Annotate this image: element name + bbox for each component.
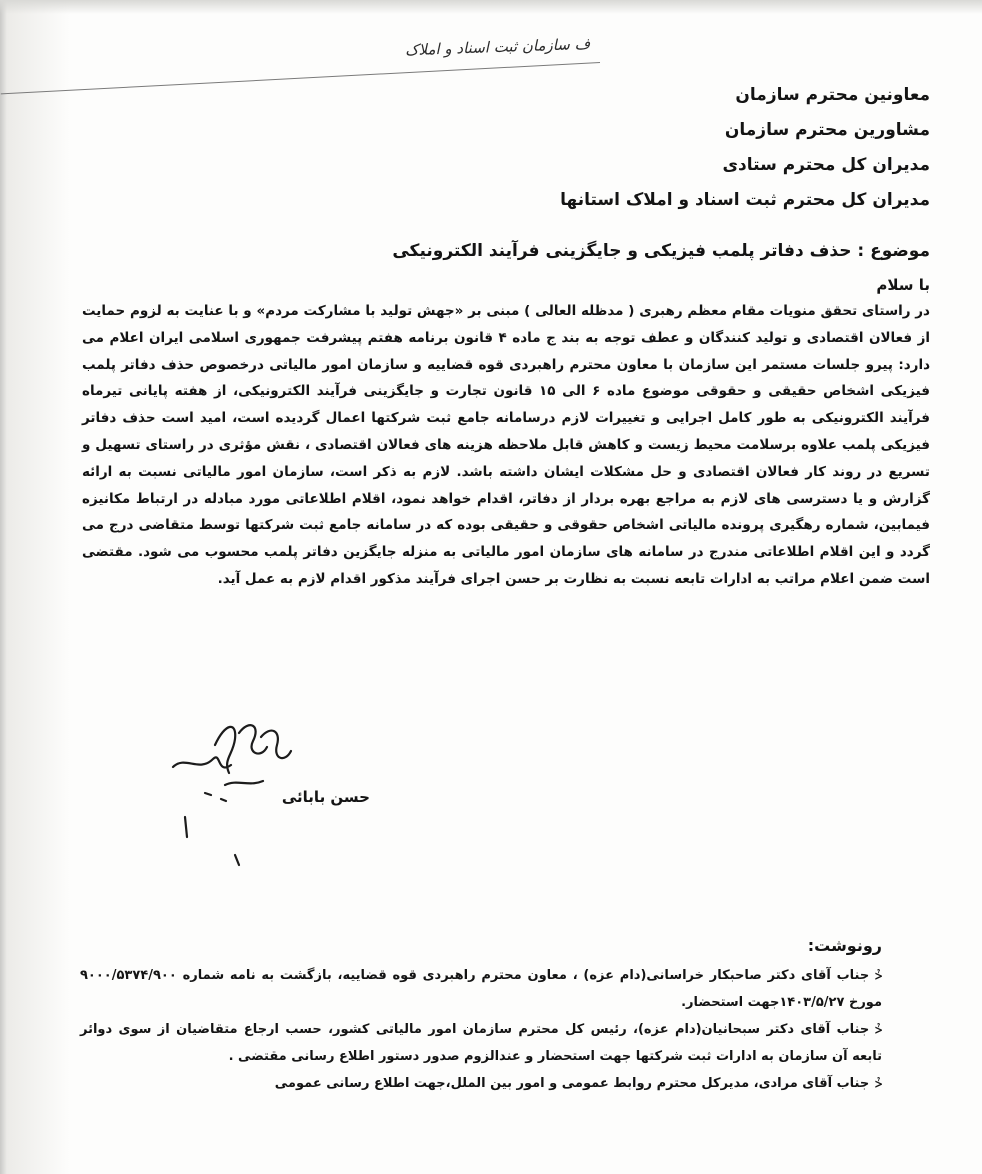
- recipient-line: معاونین محترم سازمان: [735, 85, 930, 105]
- copy-item: [80, 1070, 882, 1098]
- body-text-part2: و با عنایت به لزوم حمایت از فعالان اقتصادی و تولید کنندگان و عطف توجه به بند ج ماده ۴ قانون برنامه هفتم پیشرفت جمهوری اسلامی ایران اعلام می دارد: پیرو جلسات مستمر این سازمان با معاون محترم راهبردی قوه قضاییه و سازمان امور مالیاتی درخصوص حذف دفاتر پلمب فیزیکی اشخاص حقیقی و حقوقی موضوع ماده ۶ الی ۱۵ قانون تجارت و جایگزینی فرآیند الکترونیکی، از هفته پایانی تیرماه فرآیند الکترونیکی به طور کامل اجرایی و تغییرات لازم درسامانه جامع ثبت شرکتها اعمال گردیده است، امید است حذف دفاتر فیزیکی پلمب علاوه برسلامت محیط زیست و کاهش قابل ملاحظه هزینه های فعالان اقتصادی ، نقش مؤثری در راستای تسهیل و تسریع در روند کار فعالان اقتصادی و حل مشکلات ایشان داشته باشد. لازم به ذکر است، سازمان امور مالیاتی نسبت به ارائه گزارش و یا دسترسی های لازم به مراجع بهره بردار از دفاتر، اقدام خواهد نمود، اقلام اطلاعاتی مورد مبادله در ارتباط مکانیزه فیمابین، شماره رهگیری پرونده مالیاتی اشخاص حقوقی و حقیقی بوده که در سامانه جامع ثبت شرکتها توسط متقاضی درج می گردد و این اقلام اطلاعاتی مندرج در سامانه های سازمان امور مالیاتی به منزله جایگزین دفاتر پلمب محسوب می شود. مقتضی است ضمن اعلام مراتب به ادارات تابعه نسبت به نظارت بر حسن اجرای فرآیند مذکور اقدام لازم به عمل آید.: [82, 303, 930, 587]
- bullet-icon: ⩻: [875, 1076, 882, 1090]
- body-text-part1: در راستای تحقق منویات مقام معظم رهبری ( مدظله العالی ) مبنی بر: [468, 303, 930, 319]
- recipient-line: مدیران کل محترم ثبت اسناد و املاک استانها: [560, 190, 930, 210]
- recipient-line: مشاورین محترم سازمان: [724, 120, 930, 140]
- copies-list: [80, 962, 882, 1098]
- greeting: با سلام: [876, 276, 930, 294]
- copy-item-text: جناب آقای دکتر صاحبکار خراسانی(دام عزه) ، معاون محترم راهبردی قوه قضاییه، بازگشت به نامه شماره ۹۰۰۰/۵۳۷۴/۹۰۰ مورخ ۱۴۰۳/۵/۲۷جهت استحضار.: [80, 968, 882, 1010]
- subject-label: موضوع :: [857, 241, 930, 261]
- subject-text: حذف دفاتر پلمب فیزیکی و جایگزینی فرآیند الکترونیکی: [392, 241, 852, 261]
- copy-item: [80, 1016, 882, 1070]
- recipients-block: [330, 78, 930, 218]
- subject-line: [230, 236, 930, 266]
- signer-name: حسن بابائی: [281, 788, 370, 806]
- handwritten-header-note: ف سازمان ثبت اسناد و املاک: [404, 34, 591, 60]
- letter-body: [82, 298, 930, 593]
- body-emphasis: «جهش تولید با مشارکت مردم»: [256, 303, 464, 319]
- bullet-icon: ⩻: [875, 1022, 882, 1036]
- scan-edge-shadow: [0, 0, 70, 1174]
- scan-top-edge: [0, 0, 982, 14]
- copy-item-text: جناب آقای دکتر سبحانیان(دام عزه)، رئیس کل محترم سازمان امور مالیاتی کشور، حسب ارجاع متقاضیان از سوی دوائر تابعه آن سازمان به ادارات ثبت شرکتها جهت استحضار و عندالزوم صدور دستور اطلاع رسانی مقتضی .: [80, 1022, 882, 1064]
- bullet-icon: ⩻: [875, 968, 882, 982]
- copies-title: رونوشت:: [807, 936, 882, 955]
- recipient-line: مدیران کل محترم ستادی: [722, 155, 930, 175]
- copy-item: [80, 962, 882, 1016]
- copy-item-text: جناب آقای مرادی، مدیرکل محترم روابط عمومی و امور بین الملل،جهت اطلاع رسانی عمومی: [274, 1076, 870, 1091]
